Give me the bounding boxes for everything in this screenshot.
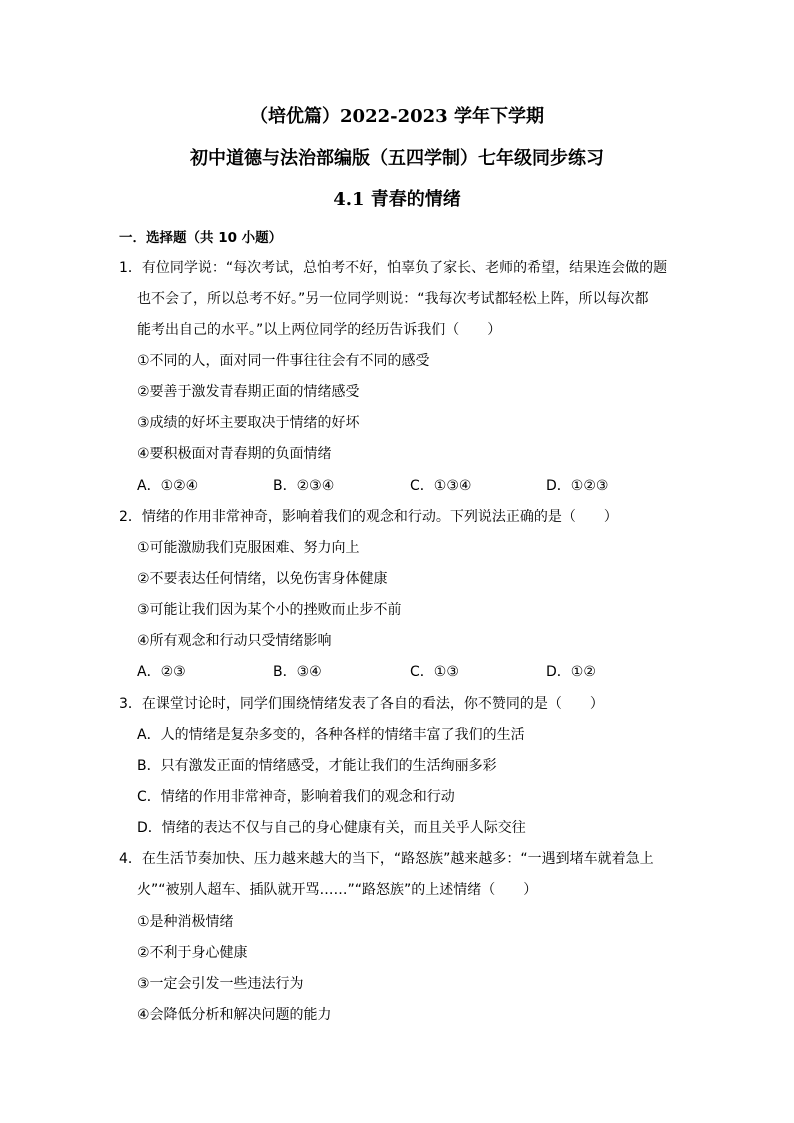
question-1-item: ②要善于激发青春期正面的情绪感受 bbox=[137, 384, 360, 400]
question-1-item: ④要积极面对青春期的负面情绪 bbox=[137, 446, 332, 462]
header-title-line3: 4.1 青春的情绪 bbox=[333, 189, 461, 210]
section-title: 一．选择题（共 10 小题） bbox=[119, 230, 283, 246]
question-1-option-d: D．①②③ bbox=[546, 478, 609, 494]
question-3-option-c: C．情绪的作用非常神奇，影响着我们的观念和行动 bbox=[137, 789, 455, 805]
question-2-option-b: B．③④ bbox=[273, 664, 322, 680]
question-3-option-d: D．情绪的表达不仅与自己的身心健康有关，而且关乎人际交往 bbox=[137, 820, 526, 836]
question-2-line: 2．情绪的作用非常神奇，影响着我们的观念和行动。下列说法正确的是（ ） bbox=[119, 509, 618, 525]
question-4-item: ①是种消极情绪 bbox=[137, 914, 234, 930]
question-1-line: 能考出自己的水平。”以上两位同学的经历告诉我们（ ） bbox=[137, 322, 502, 338]
question-2-item: ②不要表达任何情绪，以免伤害身体健康 bbox=[137, 571, 388, 587]
question-3-option-a: A．人的情绪是复杂多变的，各种各样的情绪丰富了我们的生活 bbox=[137, 727, 525, 743]
question-1-line: 也不会了，所以总考不好。”另一位同学则说：“我每次考试都轻松上阵，所以每次都 bbox=[137, 291, 649, 307]
question-2-option-d: D．①② bbox=[546, 664, 596, 680]
question-1-line: 1．有位同学说：“每次考试，总怕考不好，怕辜负了家长、老师的希望，结果连会做的题 bbox=[119, 260, 668, 276]
question-4-line: 4．在生活节奏加快、压力越来越大的当下，“路怒族”越来越多：“一遇到堵车就着急上 bbox=[119, 851, 654, 867]
question-1-option-c: C．①③④ bbox=[410, 478, 472, 494]
question-1-item: ①不同的人，面对同一件事往往会有不同的感受 bbox=[137, 353, 430, 369]
question-1-item: ③成绩的好坏主要取决于情绪的好坏 bbox=[137, 415, 360, 431]
question-4-item: ②不利于身心健康 bbox=[137, 945, 248, 961]
question-1-option-a: A．①②④ bbox=[137, 478, 199, 494]
question-2-option-c: C．①③ bbox=[410, 664, 459, 680]
question-4-item: ④会降低分析和解决问题的能力 bbox=[137, 1007, 332, 1023]
question-3-line: 3．在课堂讨论时，同学们围绕情绪发表了各自的看法，你不赞同的是（ ） bbox=[119, 696, 604, 712]
header-title-line1: （培优篇）2022-2023 学年下学期 bbox=[250, 106, 544, 127]
question-2-option-a: A．②③ bbox=[137, 664, 186, 680]
question-2-item: ④所有观念和行动只受情绪影响 bbox=[137, 633, 332, 649]
question-2-item: ③可能让我们因为某个小的挫败而止步不前 bbox=[137, 602, 402, 618]
question-2-item: ①可能激励我们克服困难、努力向上 bbox=[137, 540, 360, 556]
header-title-line2: 初中道德与法治部编版（五四学制）七年级同步练习 bbox=[190, 148, 604, 169]
question-4-item: ③一定会引发一些违法行为 bbox=[137, 976, 304, 992]
question-3-option-b: B．只有激发正面的情绪感受，才能让我们的生活绚丽多彩 bbox=[137, 758, 497, 774]
question-4-line: 火”“被别人超车、插队就开骂……”“路怒族”的上述情绪（ ） bbox=[137, 882, 538, 898]
question-1-option-b: B．②③④ bbox=[273, 478, 335, 494]
